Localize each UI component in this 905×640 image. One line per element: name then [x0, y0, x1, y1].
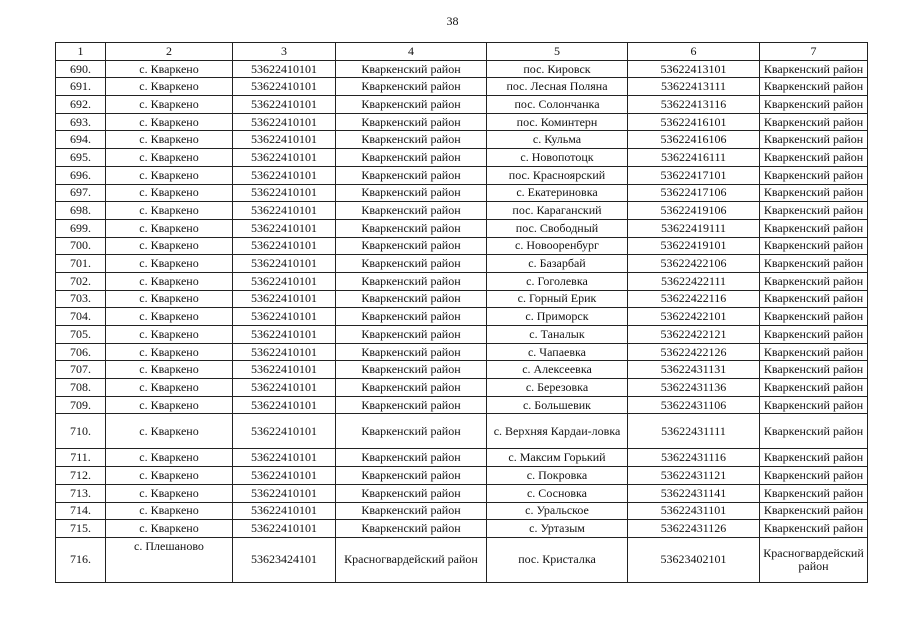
origin-district-cell: Красногвардейский район: [336, 537, 487, 582]
row-number-cell: 691.: [56, 78, 106, 96]
table-row: [56, 343, 868, 361]
origin-district-cell: Кваркенский район: [336, 184, 487, 202]
settlements-table: [55, 42, 868, 583]
destination-district-cell: Кваркенский район: [760, 326, 868, 344]
destination-district-cell: Кваркенский район: [760, 202, 868, 220]
origin-district-cell: Кваркенский район: [336, 96, 487, 114]
table-row: [56, 379, 868, 397]
row-number-cell: 710.: [56, 414, 106, 449]
origin-code-cell: 53622410101: [233, 484, 336, 502]
origin-code-cell: 53622410101: [233, 414, 336, 449]
origin-code-cell: 53622410101: [233, 60, 336, 78]
table-row: [56, 60, 868, 78]
row-number-cell: 709.: [56, 396, 106, 414]
origin-district-cell: Кваркенский район: [336, 202, 487, 220]
origin-code-cell: 53622410101: [233, 202, 336, 220]
row-number-cell: 693.: [56, 113, 106, 131]
table-row: [56, 308, 868, 326]
origin-settlement-cell: с. Кваркено: [106, 396, 233, 414]
origin-code-cell: 53622410101: [233, 149, 336, 167]
destination-district-cell: Кваркенский район: [760, 343, 868, 361]
page-number: 38: [446, 14, 459, 28]
destination-code-cell: 53622422111: [628, 272, 760, 290]
origin-district-cell: Кваркенский район: [336, 520, 487, 538]
destination-code-cell: 53622413111: [628, 78, 760, 96]
origin-district-cell: Кваркенский район: [336, 113, 487, 131]
destination-code-cell: 53622419106: [628, 202, 760, 220]
table-row: [56, 484, 868, 502]
destination-code-cell: 53622431131: [628, 361, 760, 379]
destination-settlement-cell: с. Большевик: [487, 396, 628, 414]
origin-district-cell: Кваркенский район: [336, 396, 487, 414]
row-number-cell: 700.: [56, 237, 106, 255]
origin-code-cell: 53622410101: [233, 237, 336, 255]
destination-district-cell: Кваркенский район: [760, 149, 868, 167]
origin-code-cell: 53622410101: [233, 520, 336, 538]
table-row: [56, 184, 868, 202]
origin-settlement-cell: с. Кваркено: [106, 96, 233, 114]
row-number-cell: 690.: [56, 60, 106, 78]
destination-settlement-cell: с. Кульма: [487, 131, 628, 149]
origin-settlement-cell: с. Кваркено: [106, 60, 233, 78]
row-number-cell: 704.: [56, 308, 106, 326]
destination-settlement-cell: пос. Лесная Поляна: [487, 78, 628, 96]
destination-district-cell: Кваркенский район: [760, 484, 868, 502]
destination-settlement-cell: с. Чапаевка: [487, 343, 628, 361]
row-number-cell: 696.: [56, 166, 106, 184]
destination-settlement-cell: с. Новопотоцк: [487, 149, 628, 167]
table-row: [56, 326, 868, 344]
destination-district-cell: Кваркенский район: [760, 502, 868, 520]
origin-district-cell: Кваркенский район: [336, 290, 487, 308]
row-number-cell: 703.: [56, 290, 106, 308]
origin-settlement-cell: с. Кваркено: [106, 237, 233, 255]
origin-code-cell: 53622410101: [233, 343, 336, 361]
origin-code-cell: 53622410101: [233, 96, 336, 114]
destination-settlement-cell: с. Сосновка: [487, 484, 628, 502]
origin-district-cell: Кваркенский район: [336, 255, 487, 273]
table-row: [56, 78, 868, 96]
table-row: [56, 396, 868, 414]
table-row: [56, 131, 868, 149]
table-row: [56, 96, 868, 114]
origin-district-cell: Кваркенский район: [336, 449, 487, 467]
destination-district-cell: Кваркенский район: [760, 379, 868, 397]
origin-district-cell: Кваркенский район: [336, 361, 487, 379]
column-header: 1: [56, 43, 106, 61]
row-number-cell: 706.: [56, 343, 106, 361]
table-row: [56, 467, 868, 485]
origin-district-cell: Кваркенский район: [336, 502, 487, 520]
column-number-row: [56, 43, 868, 61]
destination-code-cell: 53622417101: [628, 166, 760, 184]
table-row: [56, 502, 868, 520]
destination-code-cell: 53622431116: [628, 449, 760, 467]
row-number-cell: 701.: [56, 255, 106, 273]
table-row: [56, 219, 868, 237]
destination-code-cell: 53622413116: [628, 96, 760, 114]
destination-settlement-cell: с. Гоголевка: [487, 272, 628, 290]
destination-district-cell: Кваркенский район: [760, 308, 868, 326]
row-number-cell: 712.: [56, 467, 106, 485]
column-header: 7: [760, 43, 868, 61]
origin-district-cell: Кваркенский район: [336, 149, 487, 167]
destination-district-cell: Кваркенский район: [760, 361, 868, 379]
origin-settlement-cell: с. Кваркено: [106, 361, 233, 379]
origin-code-cell: 53622410101: [233, 290, 336, 308]
origin-settlement-cell: с. Кваркено: [106, 131, 233, 149]
destination-district-cell: Кваркенский район: [760, 396, 868, 414]
destination-settlement-cell: с. Горный Ерик: [487, 290, 628, 308]
table-row: [56, 537, 868, 582]
origin-settlement-cell: с. Кваркено: [106, 290, 233, 308]
origin-district-cell: Кваркенский район: [336, 219, 487, 237]
origin-district-cell: Кваркенский район: [336, 343, 487, 361]
destination-code-cell: 53622422126: [628, 343, 760, 361]
origin-district-cell: Кваркенский район: [336, 237, 487, 255]
origin-settlement-cell: с. Кваркено: [106, 78, 233, 96]
destination-code-cell: 53623402101: [628, 537, 760, 582]
table-row: [56, 255, 868, 273]
origin-settlement-cell: с. Кваркено: [106, 149, 233, 167]
origin-settlement-cell: с. Кваркено: [106, 484, 233, 502]
origin-district-cell: Кваркенский район: [336, 414, 487, 449]
destination-district-cell: Кваркенский район: [760, 255, 868, 273]
origin-settlement-cell: с. Кваркено: [106, 449, 233, 467]
destination-settlement-cell: пос. Коминтерн: [487, 113, 628, 131]
table-row: [56, 449, 868, 467]
table-row: [56, 290, 868, 308]
destination-settlement-cell: с. Базарбай: [487, 255, 628, 273]
row-number-cell: 715.: [56, 520, 106, 538]
origin-code-cell: 53622410101: [233, 361, 336, 379]
origin-district-cell: Кваркенский район: [336, 308, 487, 326]
origin-code-cell: 53622410101: [233, 78, 336, 96]
destination-settlement-cell: с. Новооренбург: [487, 237, 628, 255]
destination-code-cell: 53622413101: [628, 60, 760, 78]
origin-district-cell: Кваркенский район: [336, 272, 487, 290]
destination-code-cell: 53622419111: [628, 219, 760, 237]
origin-settlement-cell: с. Кваркено: [106, 414, 233, 449]
destination-district-cell: Кваркенский район: [760, 449, 868, 467]
destination-settlement-cell: с. Алексеевка: [487, 361, 628, 379]
origin-settlement-cell: с. Кваркено: [106, 343, 233, 361]
column-header: 6: [628, 43, 760, 61]
row-number-cell: 699.: [56, 219, 106, 237]
row-number-cell: 708.: [56, 379, 106, 397]
row-number-cell: 705.: [56, 326, 106, 344]
row-number-cell: 711.: [56, 449, 106, 467]
destination-district-cell: Кваркенский район: [760, 272, 868, 290]
destination-settlement-cell: с. Уральское: [487, 502, 628, 520]
destination-district-cell: Кваркенский район: [760, 414, 868, 449]
destination-code-cell: 53622417106: [628, 184, 760, 202]
table-row: [56, 113, 868, 131]
destination-district-cell: Кваркенский район: [760, 113, 868, 131]
destination-district-cell: Кваркенский район: [760, 219, 868, 237]
destination-code-cell: 53622431111: [628, 414, 760, 449]
column-header: 2: [106, 43, 233, 61]
origin-settlement-cell: с. Кваркено: [106, 113, 233, 131]
origin-district-cell: Кваркенский район: [336, 326, 487, 344]
destination-code-cell: 53622431126: [628, 520, 760, 538]
destination-settlement-cell: пос. Караганский: [487, 202, 628, 220]
destination-settlement-cell: с. Березовка: [487, 379, 628, 397]
row-number-cell: 702.: [56, 272, 106, 290]
origin-code-cell: 53622410101: [233, 131, 336, 149]
origin-settlement-cell: с. Кваркено: [106, 219, 233, 237]
column-header: 5: [487, 43, 628, 61]
destination-code-cell: 53622431141: [628, 484, 760, 502]
destination-district-cell: Красногвардейский район: [760, 537, 868, 582]
origin-code-cell: 53622410101: [233, 166, 336, 184]
row-number-cell: 716.: [56, 537, 106, 582]
table-row: [56, 149, 868, 167]
row-number-cell: 692.: [56, 96, 106, 114]
destination-district-cell: Кваркенский район: [760, 78, 868, 96]
row-number-cell: 697.: [56, 184, 106, 202]
column-header: 4: [336, 43, 487, 61]
origin-code-cell: 53622410101: [233, 255, 336, 273]
row-number-cell: 698.: [56, 202, 106, 220]
destination-code-cell: 53622422116: [628, 290, 760, 308]
destination-settlement-cell: с. Максим Горький: [487, 449, 628, 467]
destination-district-cell: Кваркенский район: [760, 166, 868, 184]
origin-code-cell: 53622410101: [233, 272, 336, 290]
origin-code-cell: 53622410101: [233, 396, 336, 414]
destination-settlement-cell: пос. Свободный: [487, 219, 628, 237]
destination-code-cell: 53622416106: [628, 131, 760, 149]
origin-code-cell: 53622410101: [233, 502, 336, 520]
origin-district-cell: Кваркенский район: [336, 484, 487, 502]
destination-settlement-cell: с. Покровка: [487, 467, 628, 485]
origin-code-cell: 53622410101: [233, 184, 336, 202]
origin-settlement-cell: с. Кваркено: [106, 308, 233, 326]
destination-code-cell: 53622422121: [628, 326, 760, 344]
destination-code-cell: 53622422106: [628, 255, 760, 273]
origin-settlement-cell: с. Кваркено: [106, 202, 233, 220]
origin-settlement-cell: с. Кваркено: [106, 184, 233, 202]
origin-settlement-cell: с. Кваркено: [106, 502, 233, 520]
table-row: [56, 520, 868, 538]
destination-settlement-cell: с. Таналык: [487, 326, 628, 344]
destination-district-cell: Кваркенский район: [760, 520, 868, 538]
origin-code-cell: 53622410101: [233, 219, 336, 237]
origin-district-cell: Кваркенский район: [336, 379, 487, 397]
origin-settlement-cell: с. Плешаново: [106, 537, 233, 582]
destination-district-cell: Кваркенский район: [760, 237, 868, 255]
row-number-cell: 713.: [56, 484, 106, 502]
table-row: [56, 202, 868, 220]
table-row: [56, 361, 868, 379]
origin-district-cell: Кваркенский район: [336, 78, 487, 96]
origin-code-cell: 53622410101: [233, 326, 336, 344]
destination-code-cell: 53622431136: [628, 379, 760, 397]
destination-district-cell: Кваркенский район: [760, 467, 868, 485]
destination-code-cell: 53622431121: [628, 467, 760, 485]
destination-district-cell: Кваркенский район: [760, 96, 868, 114]
destination-district-cell: Кваркенский район: [760, 290, 868, 308]
origin-code-cell: 53622410101: [233, 449, 336, 467]
origin-code-cell: 53622410101: [233, 379, 336, 397]
origin-settlement-cell: с. Кваркено: [106, 166, 233, 184]
origin-district-cell: Кваркенский район: [336, 131, 487, 149]
row-number-cell: 695.: [56, 149, 106, 167]
origin-district-cell: Кваркенский район: [336, 60, 487, 78]
origin-code-cell: 53622410101: [233, 308, 336, 326]
origin-settlement-cell: с. Кваркено: [106, 467, 233, 485]
table-row: [56, 272, 868, 290]
destination-code-cell: 53622431106: [628, 396, 760, 414]
destination-settlement-cell: пос. Кристалка: [487, 537, 628, 582]
destination-settlement-cell: пос. Кировск: [487, 60, 628, 78]
origin-code-cell: 53622410101: [233, 113, 336, 131]
destination-code-cell: 53622431101: [628, 502, 760, 520]
table-row: [56, 237, 868, 255]
destination-settlement-cell: пос. Красноярский: [487, 166, 628, 184]
column-header: 3: [233, 43, 336, 61]
row-number-cell: 694.: [56, 131, 106, 149]
table-row: [56, 414, 868, 449]
row-number-cell: 707.: [56, 361, 106, 379]
row-number-cell: 714.: [56, 502, 106, 520]
destination-code-cell: 53622422101: [628, 308, 760, 326]
destination-district-cell: Кваркенский район: [760, 131, 868, 149]
destination-code-cell: 53622416111: [628, 149, 760, 167]
origin-settlement-cell: с. Кваркено: [106, 520, 233, 538]
table-row: [56, 166, 868, 184]
table-body: [56, 60, 868, 582]
destination-code-cell: 53622416101: [628, 113, 760, 131]
origin-district-cell: Кваркенский район: [336, 467, 487, 485]
destination-settlement-cell: с. Екатериновка: [487, 184, 628, 202]
destination-district-cell: Кваркенский район: [760, 184, 868, 202]
origin-code-cell: 53622410101: [233, 467, 336, 485]
origin-code-cell: 53623424101: [233, 537, 336, 582]
origin-settlement-cell: с. Кваркено: [106, 272, 233, 290]
origin-settlement-cell: с. Кваркено: [106, 379, 233, 397]
origin-settlement-cell: с. Кваркено: [106, 326, 233, 344]
destination-district-cell: Кваркенский район: [760, 60, 868, 78]
destination-settlement-cell: с. Приморск: [487, 308, 628, 326]
destination-settlement-cell: с. Уртазым: [487, 520, 628, 538]
destination-settlement-cell: с. Верхняя Кардаи-ловка: [487, 414, 628, 449]
origin-settlement-cell: с. Кваркено: [106, 255, 233, 273]
destination-code-cell: 53622419101: [628, 237, 760, 255]
origin-district-cell: Кваркенский район: [336, 166, 487, 184]
destination-settlement-cell: пос. Солончанка: [487, 96, 628, 114]
